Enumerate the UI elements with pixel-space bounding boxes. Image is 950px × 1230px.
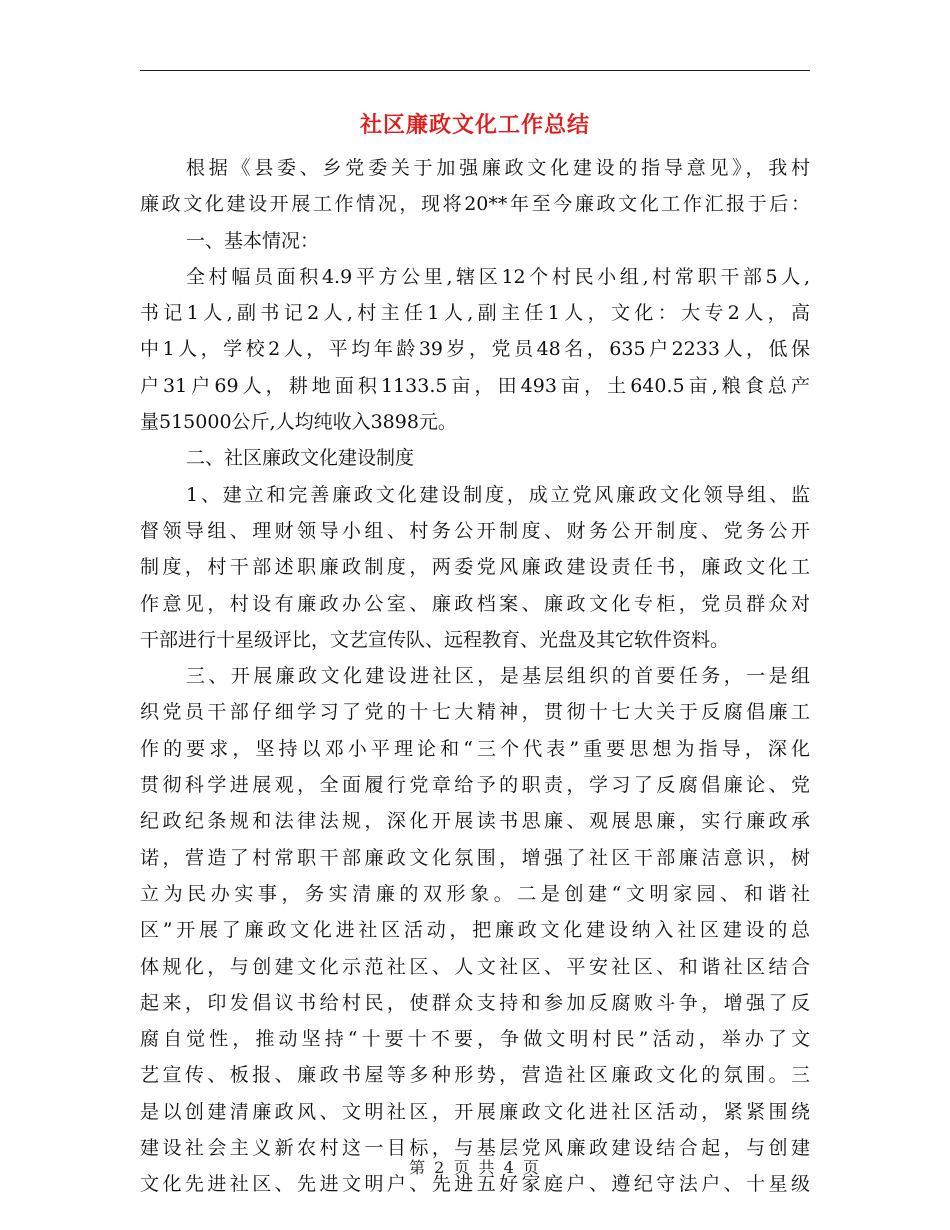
body-line: 区”开展了廉政文化进社区活动，把廉政文化建设纳入社区建设的总 (140, 919, 810, 942)
body-line: 全村幅员面积4.9平方公里,辖区12个村民小组,村常职干部5人, (186, 265, 810, 288)
body-line: 纪政纪条规和法律法规，深化开展读书思廉、观展思廉，实行廉政承 (140, 810, 810, 833)
body-line: 干部进行十星级评比，文艺宣传队、远程教育、光盘及其它软件资料。 (140, 628, 730, 651)
body-line: 中1人，学校2人，平均年龄39岁，党员48名，635户2233人，低保 (140, 338, 810, 361)
body-line: 织党员干部仔细学习了党的十七大精神，贯彻十七大关于反腐倡廉工 (140, 701, 810, 724)
body-line: 根据《县委、乡党委关于加强廉政文化建设的指导意见》，我村 (186, 157, 810, 179)
body-line: 腐自觉性，推动坚持“十要十不要，争做文明村民”活动，举办了文 (140, 1028, 810, 1051)
page-footer: 第 2 页 共 4 页 (409, 1158, 541, 1177)
body-line: 体规化，与创建文化示范社区、人文社区、平安社区、和谐社区结合 (140, 955, 810, 978)
document-title: 社区廉政文化工作总结 (359, 112, 590, 138)
body-line: 书记1人,副书记2人,村主任1人,副主任1人，文化：大专2人，高 (140, 302, 810, 325)
body-line: 是以创建清廉政风、文明社区，开展廉政文化进社区活动，紧紧围绕 (140, 1100, 810, 1123)
body-line: 二、社区廉政文化建设制度 (186, 447, 415, 470)
body-line: 作意见，村设有廉政办公室、廉政档案、廉政文化专柜，党员群众对 (140, 592, 810, 615)
body-line: 建设社会主义新农村这一目标，与基层党风廉政建设结合起，与创建 (140, 1137, 810, 1160)
body-line: 1、建立和完善廉政文化建设制度，成立党风廉政文化领导组、监 (186, 483, 810, 506)
body-line: 户31户69人，耕地面积1133.5亩，田493亩，土640.5亩,粮食总产 (140, 374, 810, 397)
body-line: 一、基本情况： (186, 229, 320, 252)
body-line: 立为民办实事，务实清廉的双形象。二是创建“文明家园、和谐社 (140, 882, 810, 905)
body-line: 制度，村干部述职廉政制度，两委党风廉政建设责任书，廉政文化工 (140, 556, 810, 579)
body-line: 量515000公斤,人均纯收入3898元。 (140, 411, 457, 434)
header-rule (140, 70, 810, 71)
body-line: 诺，营造了村常职干部廉政文化氛围，增强了社区干部廉洁意识，树 (140, 846, 810, 869)
body-line: 作的要求，坚持以邓小平理论和“三个代表”重要思想为指导，深化 (140, 737, 810, 760)
body-line: 艺宣传、板报、廉政书屋等多种形势，营造社区廉政文化的氛围。三 (140, 1064, 810, 1087)
body-line: 贯彻科学进展观，全面履行党章给予的职责，学习了反腐倡廉论、党 (140, 774, 810, 797)
body-line: 三、开展廉政文化建设进社区，是基层组织的首要任务，一是组 (186, 665, 810, 688)
body-line: 文化先进社区、先进文明户、先进五好家庭户、遵纪守法户、十星级 (140, 1173, 810, 1196)
document-body (140, 150, 810, 1203)
body-line: 廉政文化建设开展工作情况，现将20**年至今廉政文化工作汇报于后： (140, 193, 810, 216)
body-line: 起来，印发倡议书给村民，使群众支持和参加反腐败斗争，增强了反 (140, 991, 810, 1014)
body-line: 督领导组、理财领导小组、村务公开制度、财务公开制度、党务公开 (140, 519, 810, 542)
